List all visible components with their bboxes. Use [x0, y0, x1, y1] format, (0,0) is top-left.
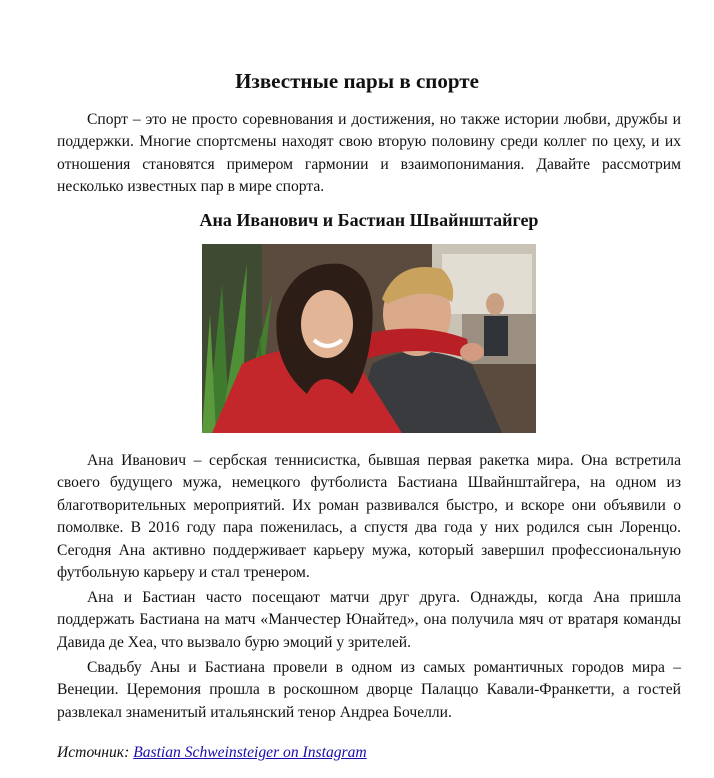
body-paragraph-2: Ана и Бастиан часто посещают матчи друг друга. Однажды, когда Ана пришла поддержать Бастиана на матч «Манчестер Юнайтед», она получила мяч от вратаря команды Давида де Хеа, что вызвало бурю эмоций у зрителей.	[57, 589, 681, 651]
source-line	[57, 742, 367, 764]
page-title: Известные пары в спорте	[235, 69, 479, 93]
couple-photo	[202, 244, 536, 433]
source-link[interactable]: Bastian Schweinsteiger on Instagram	[133, 744, 367, 761]
body-paragraph-3: Свадьбу Аны и Бастиана провели в одном из самых романтичных городов мира – Венеции. Церемония прошла в роскошном дворце Палаццо Кавали-Франкетти, а гостей развлекал знаменитый итальянский тенор Андреа Бочелли.	[57, 659, 681, 721]
section-title: Ана Иванович и Бастиан Швайнштайгер	[199, 210, 539, 230]
body-paragraph-1: Ана Иванович – сербская теннисистка, бывшая первая ракетка мира. Она встретила своего будущего мужа, немецкого футболиста Бастиана Швайнштайгера, на одном из благотворительных мероприятий. Их роман развивался быстро, и вскоре они объявили о помолвке. В 2016 году пара поженилась, а спустя два года у них родился сын Лоренцо. Сегодня Ана активно поддерживает карьеру мужа, который завершил профессиональную футбольную карьеру и стал тренером.	[57, 452, 681, 582]
intro-paragraph: Спорт – это не просто соревнования и достижения, но также истории любви, дружбы и поддержки. Многие спортсмены находят свою вторую половину среди коллег по цеху, и их отношения становятся примером гармонии и взаимопонимания. Давайте рассмотрим несколько известных пар в мире спорта.	[57, 111, 681, 196]
source-label: Источник:	[57, 744, 130, 761]
